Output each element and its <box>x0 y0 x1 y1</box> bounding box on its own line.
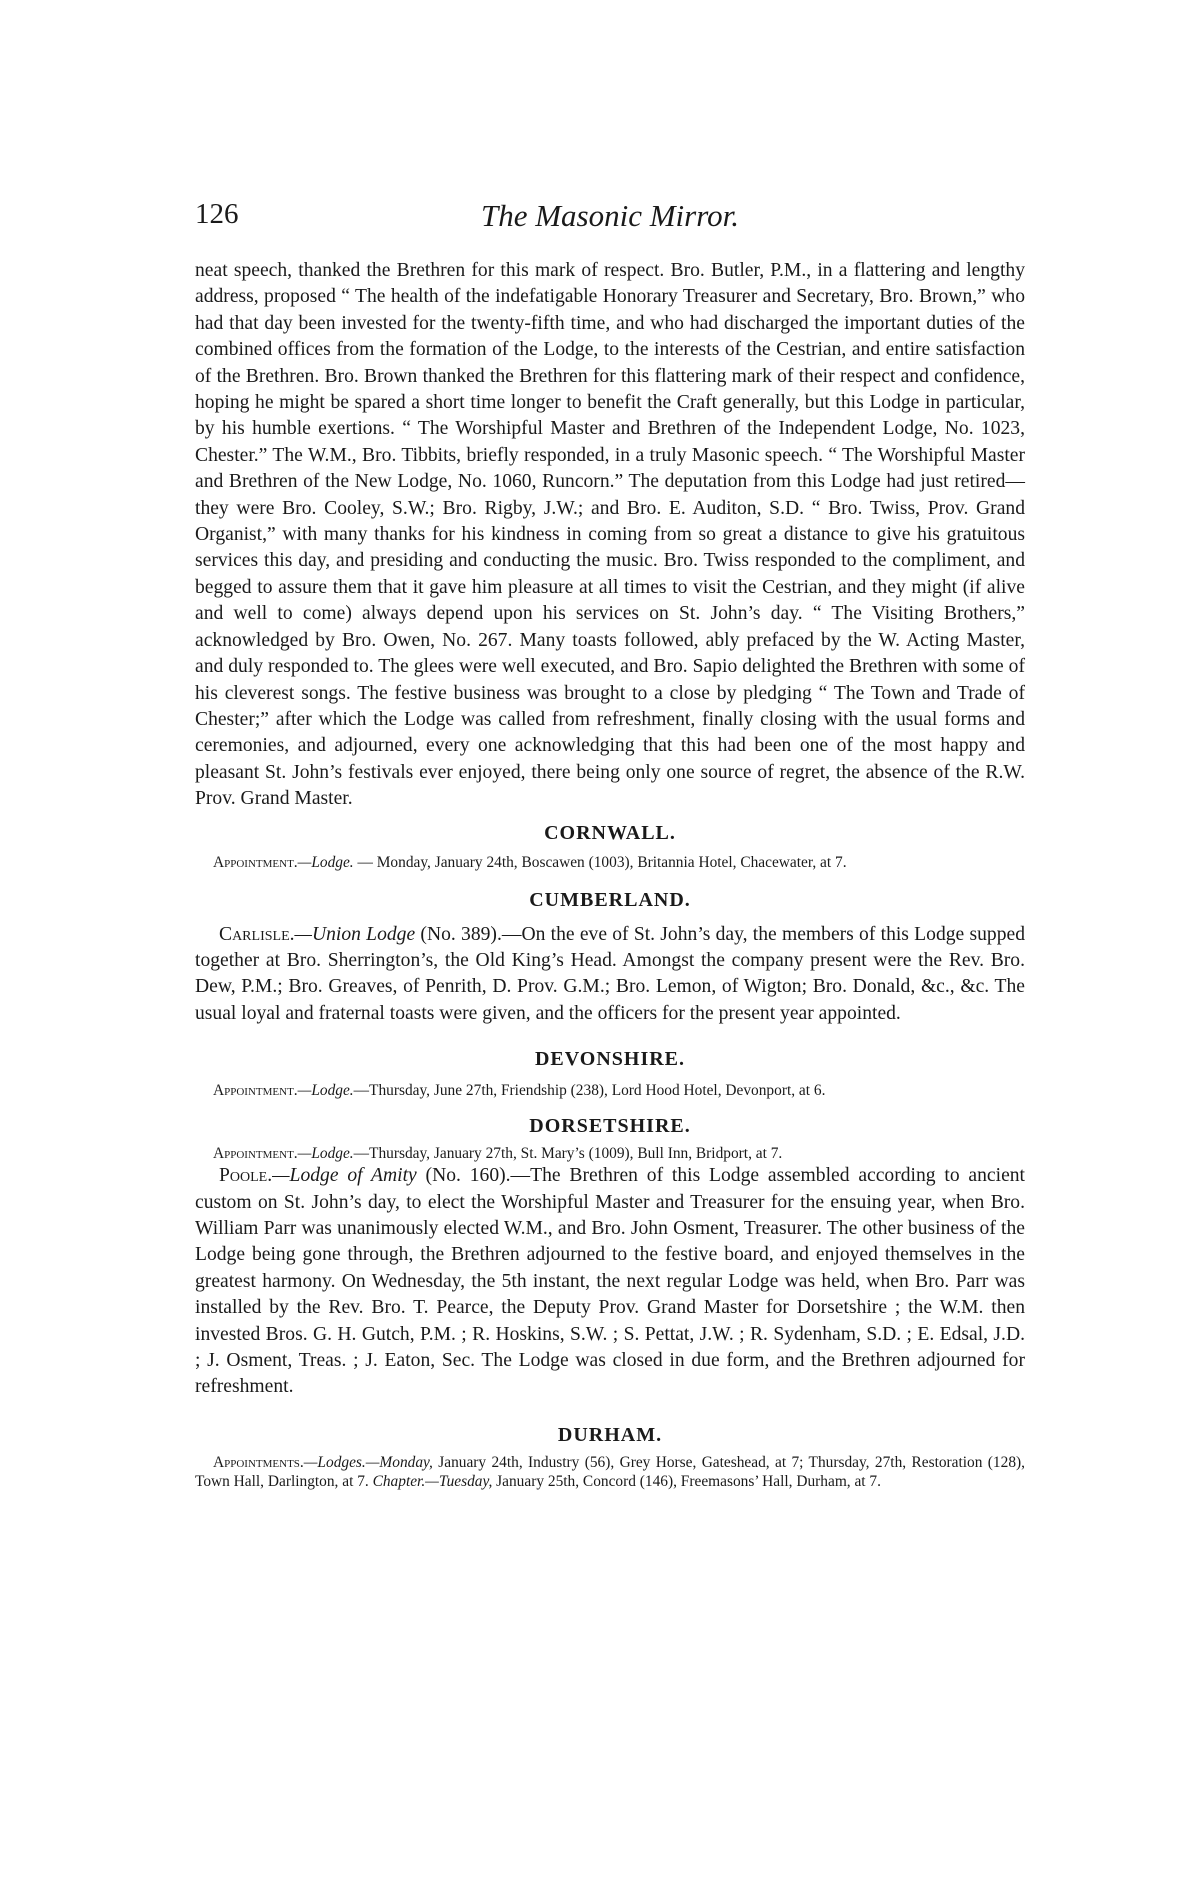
page-content <box>195 258 1025 1491</box>
appointment-kind: —Lodges.—Monday, <box>303 1453 433 1471</box>
appointment-details: — Monday, January 24th, Boscawen (1003), Britannia Hotel, Chacewater, at 7. <box>353 853 847 871</box>
journal-title: The Masonic Mirror. <box>480 198 740 233</box>
report-lodge: —Lodge of Amity <box>272 1165 417 1187</box>
report-dorsetshire <box>195 1163 1025 1401</box>
appointment-cornwall <box>195 853 1025 872</box>
section-heading-cumberland: CUMBERLAND. <box>529 888 691 911</box>
section-heading-durham: DURHAM. <box>557 1423 663 1446</box>
section-heading-devonshire: DEVONSHIRE. <box>534 1048 686 1071</box>
section-heading-cornwall: CORNWALL. <box>544 821 676 844</box>
appointment-kind: —Lodge. <box>297 1145 354 1163</box>
running-head <box>195 198 1025 238</box>
section-heading-dorsetshire: DORSETSHIRE. <box>529 1115 691 1138</box>
appointment-label: Appointment. <box>213 1145 298 1163</box>
appointment-details: January 24th, Industry (56), Grey Horse, Gateshead, at 7; Thursday, 27th, Restoration (128), Town Hall, Darlington, at 7. <box>195 1453 1025 1490</box>
report-place: Poole. <box>219 1165 273 1187</box>
appointment-devonshire <box>195 1081 1025 1100</box>
report-text: (No. 389).—On the eve of St. John’s day, the members of this Lodge supped together at Bro. Sherrington’s, the Old King’s Head. Amongst the company present were the Rev. Bro. Dew, P.M.; Bro. Greaves, of Penrith, D. Prov. G.M.; Bro. Lemon, of Wigton; Bro. Donald, &c., &c. The usual loyal and fraternal toasts were given, and the officers for the present year appointed. <box>195 923 1025 1024</box>
chapter-kind: Chapter.—Tuesday, <box>372 1472 493 1490</box>
appointment-durham <box>195 1453 1025 1491</box>
appointment-label: Appointment. <box>213 853 298 871</box>
report-cumberland <box>195 922 1025 1028</box>
appointment-details: —Thursday, June 27th, Friendship (238), Lord Hood Hotel, Devonport, at 6. <box>353 1082 826 1100</box>
report-place: Carlisle. <box>219 923 295 945</box>
chapter-details: January 25th, Concord (146), Freemasons’ Hall, Durham, at 7. <box>492 1472 881 1490</box>
appointment-dorsetshire <box>195 1144 1025 1163</box>
appointment-label: Appointments. <box>213 1453 304 1471</box>
appointment-label: Appointment. <box>213 1082 298 1100</box>
report-text: (No. 160).—The Brethren of this Lodge assembled according to ancient custom on St. John’s day, to elect the Worshipful Master and Treasurer for the ensuing year, when Bro. William Parr was unanimously elected W.M., and Bro. John Osment, Treasurer. The other business of the Lodge being gone through, the Brethren adjourned to the festive board, and enjoyed themselves in the greatest harmony. On Wednesday, the 5th instant, the next regular Lodge was held, when Bro. Parr was installed by the Rev. Bro. T. Pearce, the Deputy Prov. Grand Master for Dorsetshire ; the W.M. then invested Bros. G. H. Gutch, P.M. ; R. Hoskins, S.W. ; S. Pettat, J.W. ; R. Sydenham, S.D. ; E. Edsal, J.D. ; J. Osment, Treas. ; J. Eaton, Sec. The Lodge was closed in due form, and the Brethren adjourned for refreshment. <box>195 1165 1026 1398</box>
report-lodge: —Union Lodge <box>294 923 416 945</box>
appointment-kind: —Lodge. <box>297 853 354 871</box>
continued-paragraph: neat speech, thanked the Brethren for this mark of respect. Bro. Butler, P.M., in a flattering and lengthy address, proposed “ The health of the indefatigable Honorary Treasurer and Secretary, Bro. Brown,” who had that day been invested for the twenty-fifth time, and who had discharged the important duties of the combined offices from the formation of the Lodge, to the interests of the Cestrian, and entire satisfaction of the Brethren. Bro. Brown thanked the Brethren for this flattering mark of their respect and confidence, hoping he might be spared a short time longer to benefit the Craft generally, but this Lodge in particular, by his humble exertions. “ The Worshipful Master and Brethren of the Independent Lodge, No. 1023, Chester.” The W.M., Bro. Tibbits, briefly responded, in a truly Masonic speech. “ The Worshipful Master and Brethren of the New Lodge, No. 1060, Runcorn.” The deputation from this Lodge had just retired—they were Bro. Cooley, S.W.; Bro. Rigby, J.W.; and Bro. E. Auditon, S.D. “ Bro. Twiss, Prov. Grand Organist,” with many thanks for his kindness in coming from so great a distance to give his gratuitous services this day, and presiding and conducting the music. Bro. Twiss responded to the compliment, and begged to assure them that it gave him pleasure at all times to visit the Cestrian, and they might (if alive and well to come) always depend upon his services on St. John’s day. “ The Visiting Brothers,” acknowledged by Bro. Owen, No. 267. Many toasts followed, ably prefaced by the W. Acting Master, and duly responded to. The glees were well executed, and Bro. Sapio delighted the Brethren with some of his cleverest songs. The festive business was brought to a close by pledging “ The Town and Trade of Chester;” after which the Lodge was called from refreshment, finally closing with the usual forms and ceremonies, and adjourned, every one acknowledging that this had been one of the most happy and pleasant St. John’s festivals ever enjoyed, there being only one source of regret, the absence of the R.W. Prov. Grand Master. <box>195 260 1025 810</box>
appointment-kind: —Lodge. <box>297 1082 354 1100</box>
appointment-details: —Thursday, January 27th, St. Mary’s (1009), Bull Inn, Bridport, at 7. <box>353 1145 783 1163</box>
page-number: 126 <box>195 198 239 230</box>
